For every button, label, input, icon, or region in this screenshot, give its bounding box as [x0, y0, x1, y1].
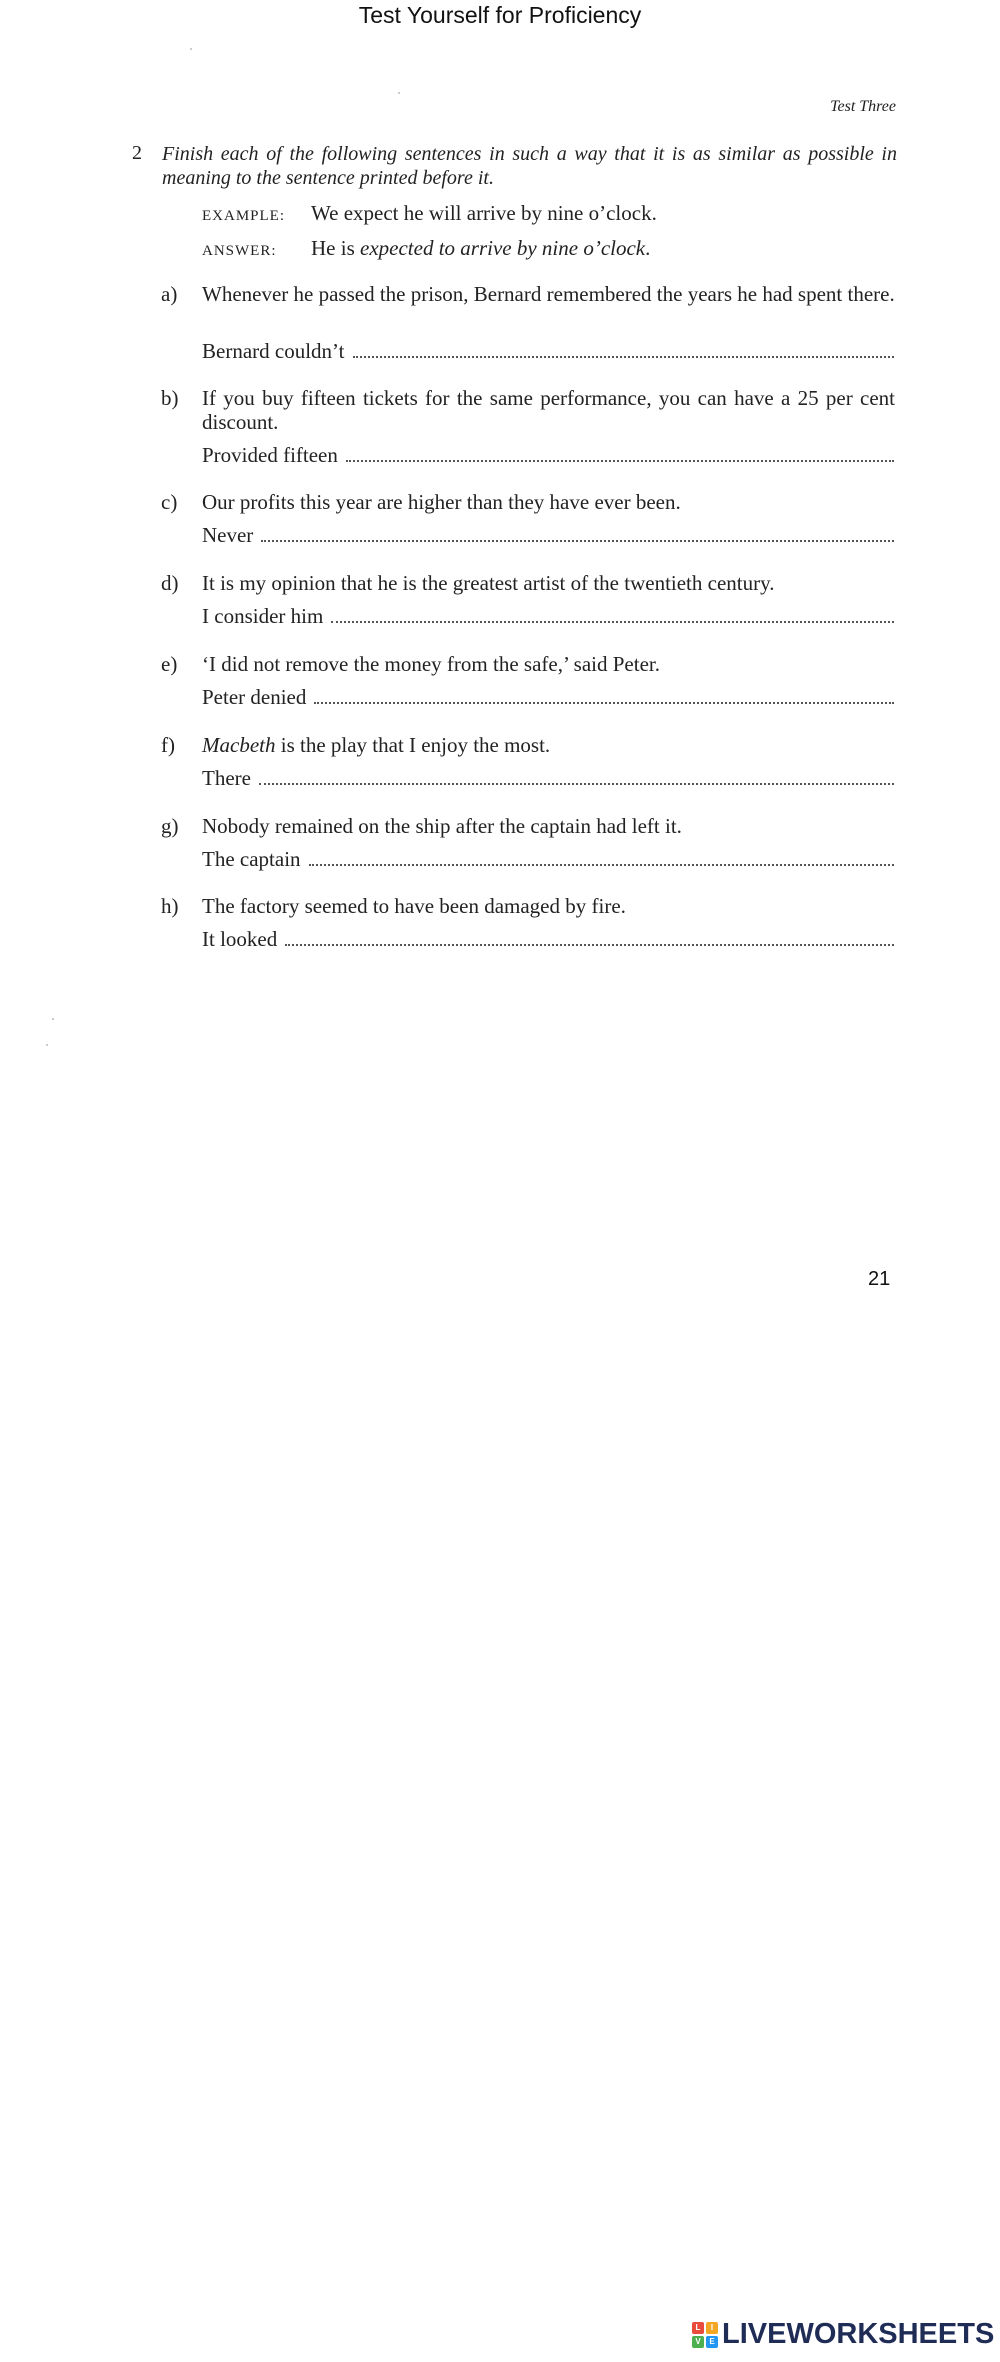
answer-italic: expected to arrive by nine o’clock — [360, 236, 646, 260]
answer-line — [202, 442, 894, 468]
answer-suffix: . — [645, 236, 651, 260]
item-sentence: If you buy fifteen tickets for the same performance, you can have a 25 per cent discount. — [202, 386, 895, 434]
liveworksheets-wordmark: LIVEWORKSHEETS — [722, 2318, 995, 2350]
answer-input-g[interactable] — [309, 846, 894, 866]
question-number: 2 — [132, 142, 142, 164]
answer-input-h[interactable] — [285, 926, 894, 946]
item-letter: f) — [161, 733, 175, 757]
play-title: Macbeth — [202, 733, 276, 757]
test-label: Test Three — [830, 98, 896, 115]
answer-line — [202, 338, 894, 364]
answer-stem: The captain — [202, 847, 301, 871]
item-sentence-rest: is the play that I enjoy the most. — [275, 733, 551, 757]
answer-line — [202, 846, 894, 872]
item-sentence — [202, 733, 895, 757]
example-text: We expect he will arrive by nine o’clock. — [311, 201, 657, 225]
answer-line — [202, 765, 894, 791]
example-label: EXAMPLE: — [202, 208, 285, 224]
example-row — [202, 200, 657, 229]
answer-input-a[interactable] — [353, 338, 895, 358]
answer-stem: It looked — [202, 927, 278, 951]
book-title: Test Yourself for Proficiency — [358, 2, 642, 28]
answer-stem: Peter denied — [202, 685, 307, 709]
answer-stem: There — [202, 766, 251, 790]
logo-square: I — [706, 2322, 718, 2334]
scan-speck — [52, 1018, 54, 1020]
answer-line — [202, 926, 894, 952]
item-letter: c) — [161, 490, 178, 514]
answer-line — [202, 684, 894, 710]
answer-input-b[interactable] — [346, 442, 894, 462]
logo-square: V — [692, 2336, 704, 2348]
scan-speck — [46, 1044, 48, 1046]
liveworksheets-logo-icon — [692, 2322, 718, 2348]
answer-line — [202, 603, 894, 629]
logo-square: L — [692, 2322, 704, 2334]
item-letter: e) — [161, 652, 178, 676]
item-sentence: ‘I did not remove the money from the safe,’ said Peter. — [202, 652, 660, 676]
page-number: 21 — [868, 1268, 891, 1290]
item-letter: b) — [161, 386, 179, 410]
item-sentence: Our profits this year are higher than they have ever been. — [202, 490, 681, 514]
item-letter: d) — [161, 571, 179, 595]
item-letter: g) — [161, 814, 179, 838]
item-sentence: Whenever he passed the prison, Bernard remembered the years he had spent there. — [202, 282, 895, 306]
answer-stem: Never — [202, 523, 254, 547]
scan-speck — [190, 48, 192, 50]
answer-input-f[interactable] — [259, 765, 894, 785]
question-instruction: Finish each of the following sentences in such a way that it is as similar as possible in meaning to the sentence printed before it. — [162, 143, 897, 189]
answer-stem: Bernard couldn’t — [202, 339, 345, 363]
answer-input-e[interactable] — [314, 684, 894, 704]
logo-square: E — [706, 2336, 718, 2348]
item-sentence: It is my opinion that he is the greatest artist of the twentieth century. — [202, 571, 775, 595]
liveworksheets-watermark — [692, 2318, 994, 2351]
answer-line — [202, 522, 894, 548]
item-sentence: The factory seemed to have been damaged by fire. — [202, 894, 626, 918]
item-letter: a) — [161, 282, 178, 306]
answer-stem: I consider him — [202, 604, 324, 628]
answer-input-d[interactable] — [331, 603, 894, 623]
answer-row — [202, 235, 650, 264]
answer-stem: Provided fifteen — [202, 443, 338, 467]
answer-prefix: He is — [311, 236, 360, 260]
item-letter: h) — [161, 894, 179, 918]
scan-speck — [398, 92, 400, 94]
item-sentence: Nobody remained on the ship after the captain had left it. — [202, 814, 682, 838]
answer-label: ANSWER: — [202, 243, 277, 259]
answer-input-c[interactable] — [261, 522, 894, 542]
